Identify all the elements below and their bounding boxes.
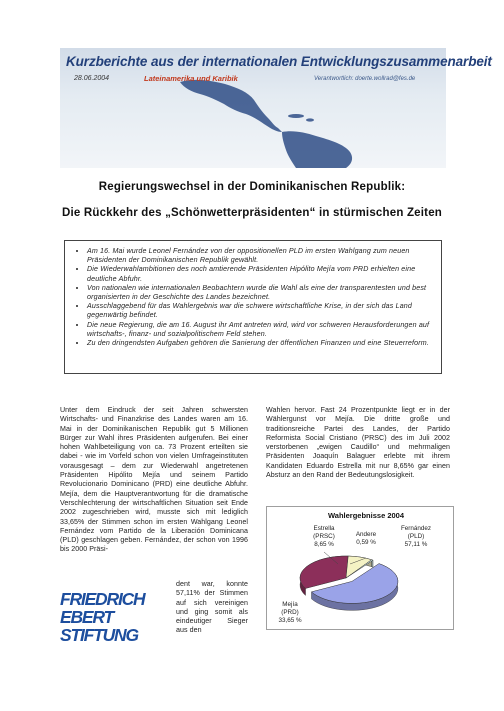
- logo-line: STIFTUNG: [60, 625, 138, 645]
- summary-list: [73, 247, 433, 348]
- pie-slice-label: Estrella: [313, 525, 335, 532]
- pie-slice-label: 0,59 %: [356, 539, 376, 546]
- pie-slice-label: Mejía: [282, 601, 298, 608]
- pie-slice-label: 57,11 %: [404, 541, 428, 548]
- friedrich-ebert-stiftung-logo: [60, 590, 168, 650]
- report-date: 28.06.2004: [74, 75, 110, 82]
- summary-item: • Ausschlaggebend für das Wahlergebnis war die schwere wirtschaftliche Krise, in der sich das Land gegenwärtig befindet.: [87, 302, 433, 320]
- election-results-pie-chart: [266, 506, 454, 630]
- headline-main: Regierungswechsel in der Dominikanischen Republik:: [98, 181, 406, 193]
- pie-slice-label: (PLD): [407, 533, 425, 540]
- headline-sub: Die Rückkehr des „Schönwetterpräsidenten“ in stürmischen Zeiten: [61, 207, 443, 219]
- body-text-right: Wahlen hervor. Fast 24 Prozentpunkte liegt er in der Wählergunst vor Mejía. Die dritte große und traditionsreiche Partei des Landes, der Partido Reformista Social Cristiano (PRSC) des im Juli 2002 verstorbenen „ewigen Caudillo“ und mehrmaligen Präsidenten Joaquín Balaguer erlebte mit ihrem Kandidaten Eduardo Estrella mit nur 8,65% gar einen Absturz an den Rand der Bedeutungslosigkeit.: [266, 406, 450, 480]
- summary-item: • Von nationalen wie internationalen Beobachtern wurde die Wahl als eine der transparentesten und best organisierten in der Geschichte des Landes bezeichnet.: [87, 284, 433, 302]
- region-label: Lateinamerika und Karibik: [144, 74, 238, 83]
- pie-slice-label: Fernández: [400, 525, 432, 532]
- pie-slice-label: Andere: [355, 531, 377, 538]
- summary-box: [64, 240, 442, 374]
- pie-slice-label: 33,65 %: [278, 617, 302, 624]
- responsible-contact: Verantwortlich: doerte.wollrad@fes.de: [314, 76, 416, 82]
- summary-item: • Am 16. Mai wurde Leonel Fernández von der oppositionellen PLD im ersten Wahlgang zum neuen Präsidenten der Dominikanischen Republik gewählt.: [87, 247, 433, 265]
- banner-title: Kurzberichte aus der internationalen Entwicklungszusammenarbeit: [66, 54, 492, 69]
- body-text-left: Unter dem Eindruck der seit Jahren schwersten Wirtschafts- und Finanzkrise des Landes waren am 16. Mai in der Dominikanischen Republik gut 5 Millionen Bürger zur Wahl ihres Präsidenten aufgerufen. Bei einer hohen Wahlbeteiligung von ca. 73 Prozent erteilten sie dabei - wie im Vorfeld schon von vielen Umfrageinstituten vorausgesagt – dem zur Wiederwahl angetretenen Präsidenten Hipólito Mejía und seinem Partido Revolucionario Dominicano (PRD) eine deutliche Abfuhr. Mejía, dem die Hauptverantwortung für die dramatische Verschlechterung der wirtschaftlichen Situation seit Ende 2002 zugeschrieben wird, musste sich mit lediglich 33,65% der Stimmen schon im ersten Wahlgang Leonel Fernández vom Partido de la Liberación Dominicana (PLD) geschlagen geben. Fernández, der schon von 1996 bis 2000 Präsi-: [60, 406, 248, 554]
- summary-item: • Zu den dringendsten Aufgaben gehören die Sanierung der öffentlichen Finanzen und eine Steuerreform.: [87, 339, 433, 348]
- logo-line: FRIEDRICH: [60, 589, 145, 609]
- logo-line: EBERT: [60, 607, 113, 627]
- pie-slice-label: (PRSC): [313, 533, 335, 540]
- summary-item: • Die Wiederwahlambitionen des noch amtierende Präsidenten Hipólito Mejía vom PRD erhielten eine deutliche Abfuhr.: [87, 265, 433, 283]
- pie-slice-label: (PRD): [281, 609, 299, 616]
- pie-slice-label: 8,65 %: [314, 541, 334, 548]
- summary-item: • Die neue Regierung, die am 16. August ihr Amt antreten wird, wird vor schweren Herausforderungen auf wirtschafts-, finanz- und sozialpolitischem Feld stehen.: [87, 321, 433, 339]
- body-text-left-continued: dent war, konnte 57,11% der Stimmen auf sich vereinigen und ging somit als eindeutiger Sieger aus den: [176, 580, 248, 635]
- chart-title: Wahlergebnisse 2004: [328, 511, 405, 520]
